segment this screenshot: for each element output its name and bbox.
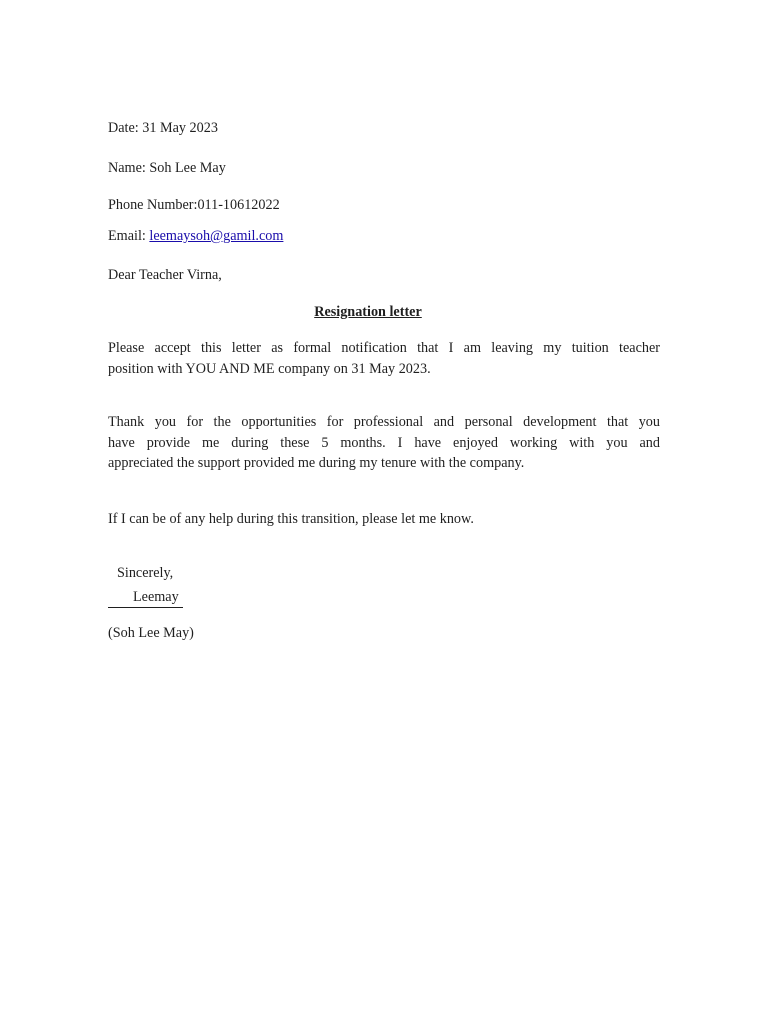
paragraph-line: Please accept this letter as formal notification that I am leaving my tuition teacher (108, 340, 660, 356)
paragraph-help: If I can be of any help during this transition, please let me know. (108, 511, 474, 527)
paragraph-line: appreciated the support provided me during my tenure with the company. (108, 455, 525, 471)
name-line: Name: Soh Lee May (108, 160, 226, 176)
printed-name: (Soh Lee May) (108, 625, 194, 641)
paragraph-line: have provide me during these 5 months. I have enjoyed working with you and (108, 434, 660, 451)
paragraph-thanks (108, 412, 660, 474)
paragraph-line: Thank you for the opportunities for professional and personal development that you (108, 414, 660, 430)
phone-line: Phone Number:011-10612022 (108, 197, 280, 213)
closing: Sincerely, (117, 565, 174, 581)
date-line: Date: 31 May 2023 (108, 120, 218, 136)
paragraph-line: position with YOU AND ME company on 31 May 2023. (108, 360, 431, 377)
email-label: Email: (108, 228, 150, 244)
paragraph-notice (108, 338, 660, 379)
email-line (108, 226, 283, 246)
signature: Leemay (108, 587, 183, 608)
letter-title: Resignation letter (314, 304, 422, 320)
salutation: Dear Teacher Virna, (108, 267, 222, 283)
email-link[interactable]: leemaysoh@gamil.com (149, 228, 284, 244)
